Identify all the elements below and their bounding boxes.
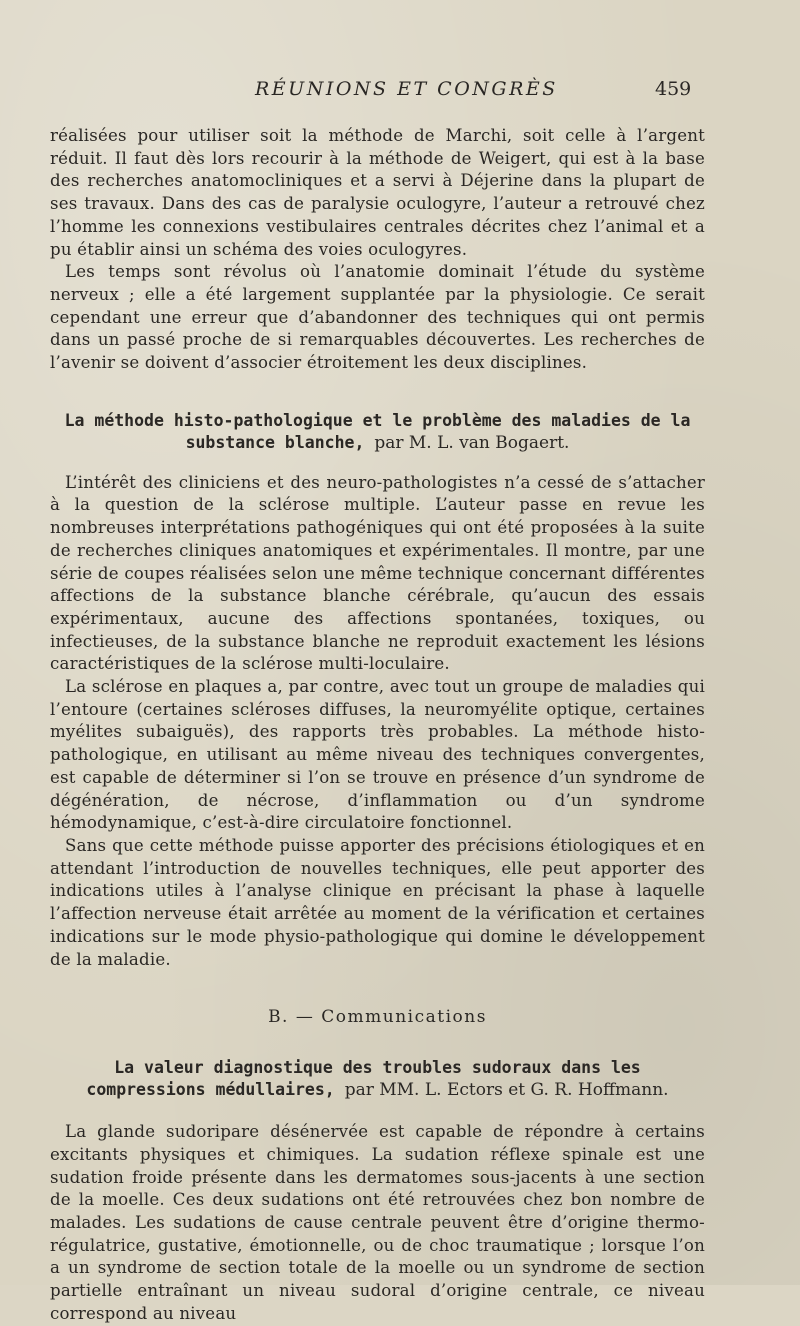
section-heading — [50, 410, 705, 454]
section-heading — [50, 1057, 705, 1101]
section-title: La méthode histo-pathologique et le problème des maladies de la substance blanche, — [64, 410, 691, 452]
paragraph: L’intérêt des cliniciens et des neuro-pathologistes n’a cessé de s’attacher à la question de la sclérose multiple. L’auteur passe en revue les nombreuses interprétations pathogéniques qui ont été proposées à la suite de recherches cliniques anatomiques et expérimentales. Il montre, par une série de coupes réalisées selon une même technique concernant différentes affections de la substance blanche cérébrale, qu’aucun des essais expérimentaux, aucune des affections spontanées, toxiques, ou infectieuses, de la substance blanche ne reproduit exactement les lésions caractéristiques de la sclérose multi-loculaire. — [50, 472, 705, 674]
paragraph: La glande sudoripare désénervée est capable de répondre à certains excitants physiques et chimiques. La sudation réflexe spinale est une sudation froide présente dans les dermatomes sous-jacents à une section de la moelle. Ces deux sudations ont été retrouvées chez bon nombre de malades. Les sudations de cause centrale peuvent être d’origine thermo-régulatrice, gustative, émotionnelle, ou de choc traumatique ; lorsque l’on a un syndrome de section totale de la moelle ou un syndrome de section partielle entraînant un niveau sudoral d’origine centrale, ce niveau correspond au niveau — [50, 1122, 705, 1323]
section-authors: par MM. L. Ectors et G. R. Hoffmann. — [344, 1080, 669, 1101]
section-title: La valeur diagnostique des troubles sudoraux dans les compressions médullaires, — [86, 1058, 641, 1100]
subsection-heading: B. — Communications — [268, 1007, 487, 1028]
running-head — [0, 78, 800, 108]
section-authors: par M. L. van Bogaert. — [374, 432, 570, 453]
running-title: RÉUNIONS ET CONGRÈS — [255, 78, 558, 100]
paragraph: Les temps sont révolus où l’anatomie dominait l’étude du système nerveux ; elle a été largement supplantée par la physiologie. Ce serait cependant une erreur que d’abandonner des techniques qui ont permis dans un passé proche de si remarquables découvertes. Les recherches de l’avenir se doivent d’associer étroitement les deux disciplines. — [50, 262, 705, 373]
body-text — [50, 125, 705, 1326]
paragraph: réalisées pour utiliser soit la méthode de Marchi, soit celle à l’argent réduit. Il faut dès lors recourir à la méthode de Weigert, qui est à la base des recherches anatomocliniques et a servi à Déjerine dans la plupart de ses travaux. Dans des cas de paralysie oculogyre, l’auteur a retrouvé chez l’homme les connexions vestibulaires centrales décrites chez l’animal et a pu établir ainsi un schéma des voies oculogyres. — [50, 126, 705, 259]
paragraph: La sclérose en plaques a, par contre, avec tout un groupe de maladies qui l’entoure (certaines scléroses diffuses, la neuromyélite optique, certaines myélites subaiguës), des rapports très probables. La méthode histo-pathologique, en utilisant au même niveau des techniques convergentes, est capable de déterminer si l’on se trouve en présence d’un syndrome de dégénération, de nécrose, d’inflammation ou d’un syndrome hémodynamique, c’est-à-dire circulatoire fonctionnel. — [50, 677, 705, 833]
paragraph: Sans que cette méthode puisse apporter des précisions étiologiques et en attendant l’introduction de nouvelles techniques, elle peut apporter des indications utiles à l’analyse clinique en précisant la phase à laquelle l’affection nerveuse était arrêtée au moment de la vérification et certaines indications sur le mode physio-pathologique qui domine le développement de la maladie. — [50, 835, 705, 969]
page-number: 459 — [655, 78, 692, 100]
